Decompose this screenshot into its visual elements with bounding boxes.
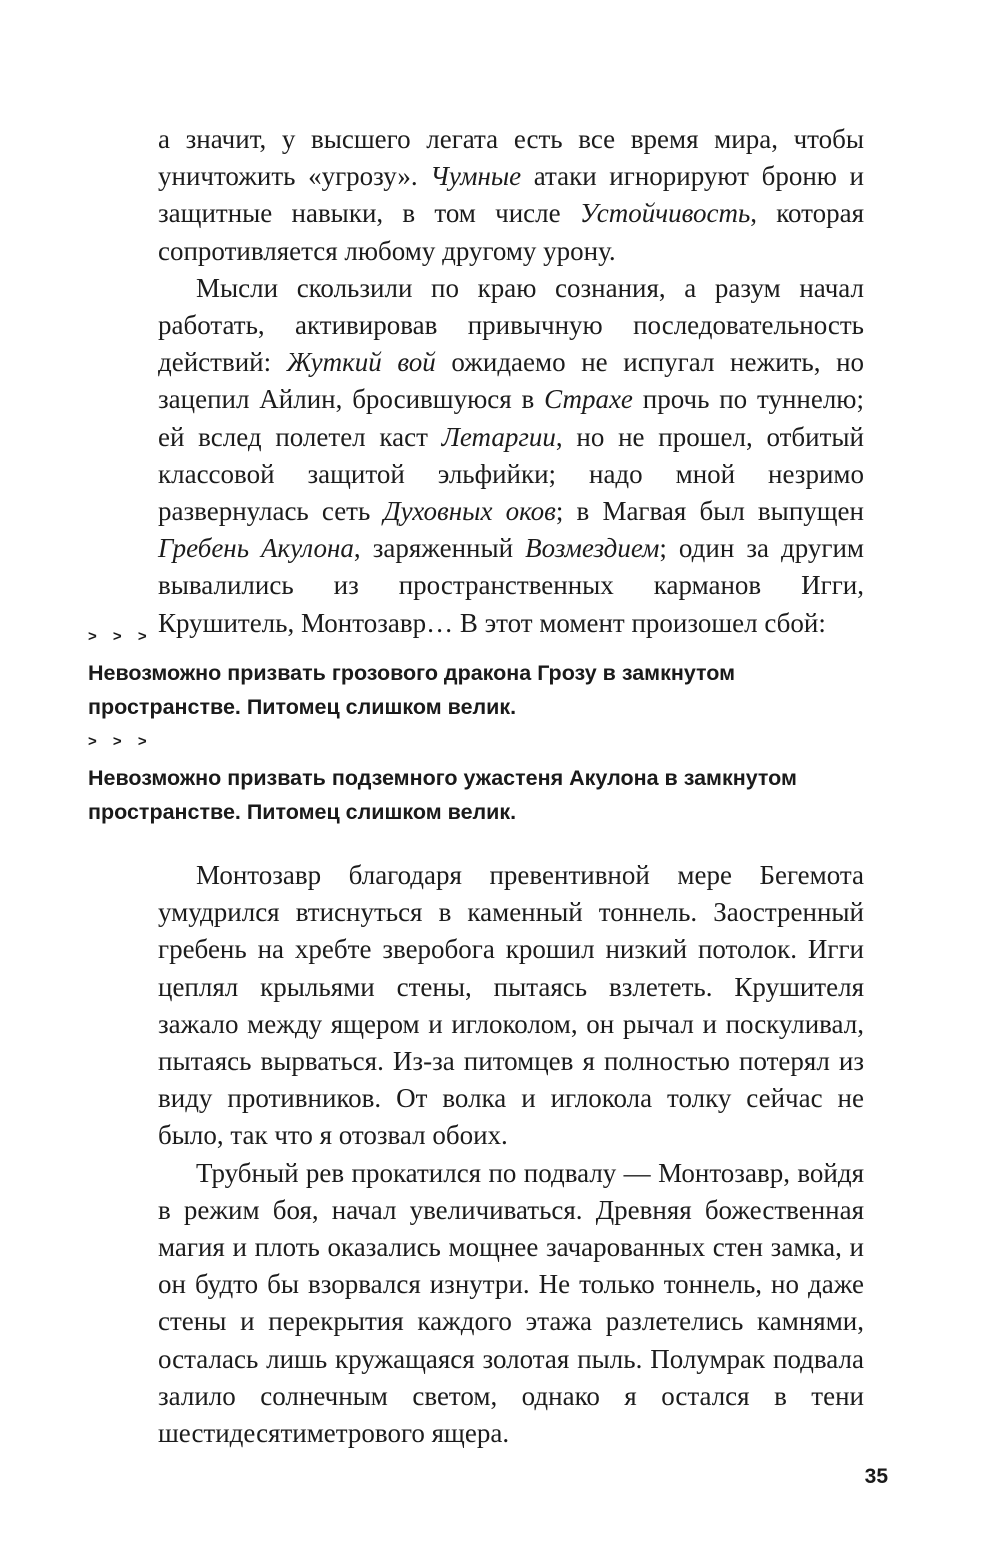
- paragraph-thoughts: [158, 270, 864, 642]
- text-run: , которая сопротивляется любому другому урону.: [158, 198, 864, 266]
- system-message-line: Невозможно призвать подземного ужастеня Акулона в замкнутом: [88, 766, 797, 790]
- text-run: ; один за другим вывалились из пространственных карманов Игги, Крушитель, Монтозавр… В этот момент произошел сбой:: [158, 533, 865, 638]
- text-run: прочь по туннелю; ей вслед полетел каст: [158, 384, 864, 452]
- paragraph-continuation: [158, 121, 864, 270]
- italic-term: Чумные: [430, 161, 522, 192]
- italic-term: Жуткий вой: [286, 347, 436, 378]
- text-run: , заряженный: [353, 533, 526, 564]
- system-message: [88, 626, 888, 724]
- system-message-line: Невозможно призвать грозового дракона Грозу в замкнутом: [88, 661, 736, 685]
- text-run: ; в Магвая был выпущен: [555, 496, 864, 527]
- text-run: , но не прошел, отбитый классовой защитой эльфийки; надо мной незримо развернулась сеть: [158, 421, 864, 527]
- italic-term: Возмездием: [525, 533, 660, 564]
- italic-term: Летаргии: [441, 421, 556, 452]
- chevrons-icon: > > >: [88, 733, 153, 750]
- paragraph-roar: Трубный рев прокатился по подвалу — Монтозавр, войдя в режим боя, начал увеличиваться. Древняя божественная магия и плоть оказались мощнее зачарованных стен замка, и он будто бы взорвался изнутри. Не только тоннель, но даже стены и перекрытия каждого этажа разлетелись камнями, осталась лишь кружащаяся золотая пыль. Полумрак подвала залило солнечным светом, однако я остался в тени шестидесятиметрового ящера.: [158, 1157, 864, 1449]
- system-message: [88, 731, 888, 829]
- text-run: атаки игнорируют броню и защитные навыки, в том числе: [158, 161, 865, 229]
- italic-term: Духовных оков: [383, 496, 556, 527]
- top-text-block: [158, 121, 864, 642]
- text-run: ожидаемо не испугал нежить, но зацепил Айлин, бросившуюся в: [158, 347, 865, 415]
- text-run: Мысли скользили по краю сознания, а разум начал работать, активировав привычную последовательность действий:: [158, 272, 864, 378]
- italic-term: Гребень Акулона: [158, 533, 354, 564]
- bottom-text-block: [158, 857, 864, 1452]
- chevrons-icon: > > >: [88, 628, 153, 645]
- italic-term: Страхе: [544, 384, 633, 415]
- page-number: 35: [864, 1465, 888, 1488]
- italic-term: Устойчивость: [579, 198, 751, 229]
- system-message-line: пространстве. Питомец слишком велик.: [88, 800, 517, 824]
- system-message-line: пространстве. Питомец слишком велик.: [88, 695, 517, 719]
- text-run: а значит, у высшего легата есть все время мира, чтобы уничтожить «угрозу».: [158, 124, 864, 192]
- paragraph-montozavr: Монтозавр благодаря превентивной мере Бегемота умудрился втиснуться в каменный тоннель. Заостренный гребень на хребте зверобога крошил низкий потолок. Игги цеплял крыльями стены, пытаясь взлететь. Крушителя зажало между ящером и иглоколом, он рычал и поскуливал, пытаясь вырваться. Из-за питомцев я полностью потерял из виду противников. От волка и иглокола толку сейчас не было, так что я отозвал обоих.: [158, 860, 864, 1151]
